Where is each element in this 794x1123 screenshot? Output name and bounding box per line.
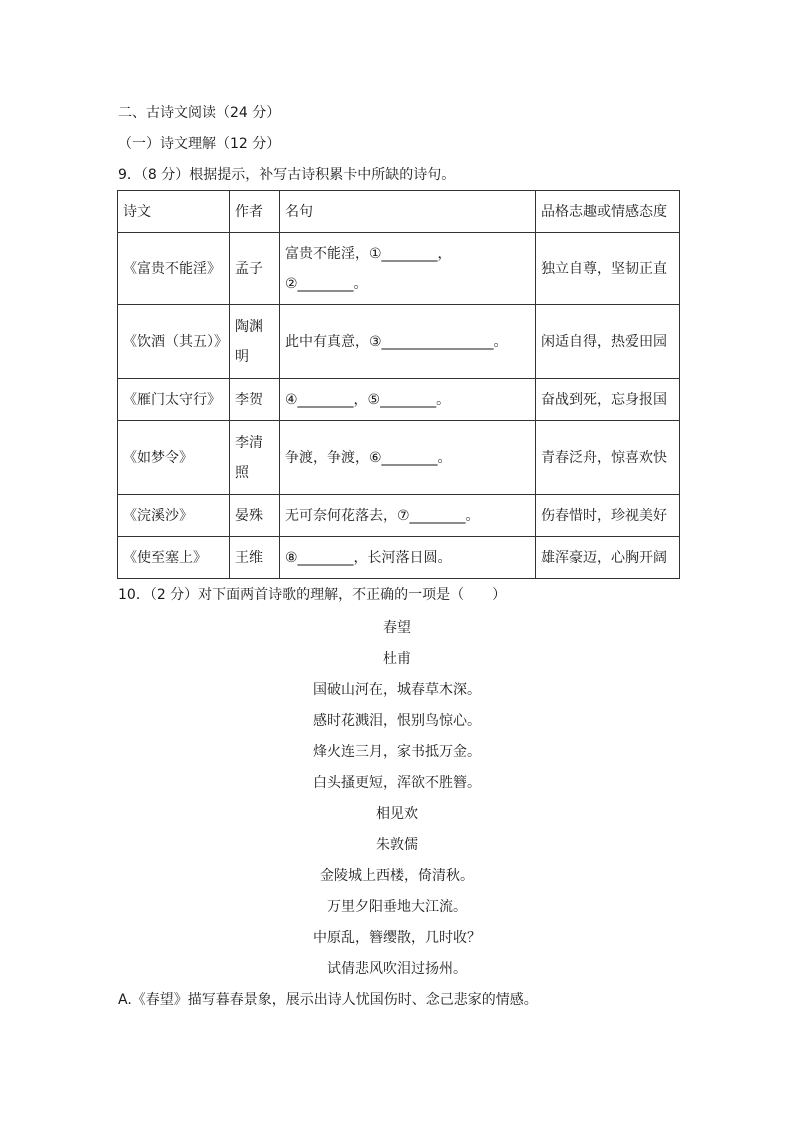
cell-attitude: 青春泛舟，惊喜欢快 [536, 421, 680, 495]
cell-author [230, 421, 280, 495]
cell-poem: 《雁门太守行》 [118, 379, 230, 421]
author-part: 照 [235, 464, 249, 481]
cell-famous-line [280, 233, 536, 305]
table-row [118, 305, 680, 379]
poem-line: 试倩悲风吹泪过扬州。 [327, 961, 467, 977]
cell-poem: 《使至塞上》 [118, 537, 230, 579]
poem-line: 万里夕阳垂地大江流。 [327, 899, 467, 915]
author-part: 李清 [235, 434, 263, 451]
cell-famous-line: 无可奈何花落去，⑦________。 [280, 495, 536, 537]
blank-line: ②________。 [285, 275, 368, 292]
cell-author: 王维 [230, 537, 280, 579]
cell-author: 李贺 [230, 379, 280, 421]
author-part: 陶渊 [235, 318, 263, 335]
question-10-prompt: 10．（2 分）对下面两首诗歌的理解，不正确的一项是（ ） [118, 587, 507, 603]
poem-line: 中原乱，簪缨散，几时收？ [313, 930, 481, 946]
poetry-accumulation-table [117, 190, 680, 579]
cell-attitude: 雄浑豪迈，心胸开阔 [536, 537, 680, 579]
table-header-row [118, 191, 680, 233]
header-poem: 诗文 [118, 191, 230, 233]
poem-line: 感时花溅泪，恨别鸟惊心。 [313, 713, 481, 729]
cell-author: 晏殊 [230, 495, 280, 537]
cell-attitude: 闲适自得，热爱田园 [536, 305, 680, 379]
poem-line: 金陵城上西楼，倚清秋。 [320, 868, 474, 884]
poem-line: 白头搔更短，浑欲不胜簪。 [313, 775, 481, 791]
subsection-title: （一）诗文理解（12 分） [118, 136, 281, 152]
section-title: 二、古诗文阅读（24 分） [118, 105, 281, 121]
cell-famous-line: 争渡，争渡，⑥________。 [280, 421, 536, 495]
cell-attitude: 奋战到死，忘身报国 [536, 379, 680, 421]
author-part: 明 [235, 348, 249, 365]
table-row [118, 537, 680, 579]
cell-author: 孟子 [230, 233, 280, 305]
header-famous-line: 名句 [280, 191, 536, 233]
cell-poem: 《如梦令》 [118, 421, 230, 495]
poem-title: 相见欢 [376, 806, 418, 822]
cell-attitude: 伤春惜时，珍视美好 [536, 495, 680, 537]
table-row [118, 233, 680, 305]
poem-line: 烽火连三月，家书抵万金。 [313, 744, 481, 760]
table-row [118, 421, 680, 495]
question-9-prompt: 9．（8 分）根据提示，补写古诗积累卡中所缺的诗句。 [118, 167, 456, 183]
table-row [118, 495, 680, 537]
poem-title: 春望 [383, 620, 411, 636]
option-a: A.《春望》描写暮春景象，展示出诗人忧国伤时、念己悲家的情感。 [118, 992, 538, 1008]
cell-poem: 《饮酒（其五）》 [118, 305, 230, 379]
poem-author: 杜甫 [383, 651, 411, 667]
cell-poem: 《浣溪沙》 [118, 495, 230, 537]
cell-attitude: 独立自尊，坚韧正直 [536, 233, 680, 305]
blank-line: 富贵不能淫，①________， [285, 245, 452, 262]
cell-famous-line: ⑧________，长河落日圆。 [280, 537, 536, 579]
cell-poem: 《富贵不能淫》 [118, 233, 230, 305]
poem-line: 国破山河在，城春草木深。 [313, 682, 481, 698]
header-author: 作者 [230, 191, 280, 233]
cell-famous-line: ④________，⑤________。 [280, 379, 536, 421]
header-attitude: 品格志趣或情感态度 [536, 191, 680, 233]
cell-famous-line: 此中有真意，③________________。 [280, 305, 536, 379]
cell-author [230, 305, 280, 379]
table-row [118, 379, 680, 421]
poem-author: 朱敦儒 [376, 837, 418, 853]
